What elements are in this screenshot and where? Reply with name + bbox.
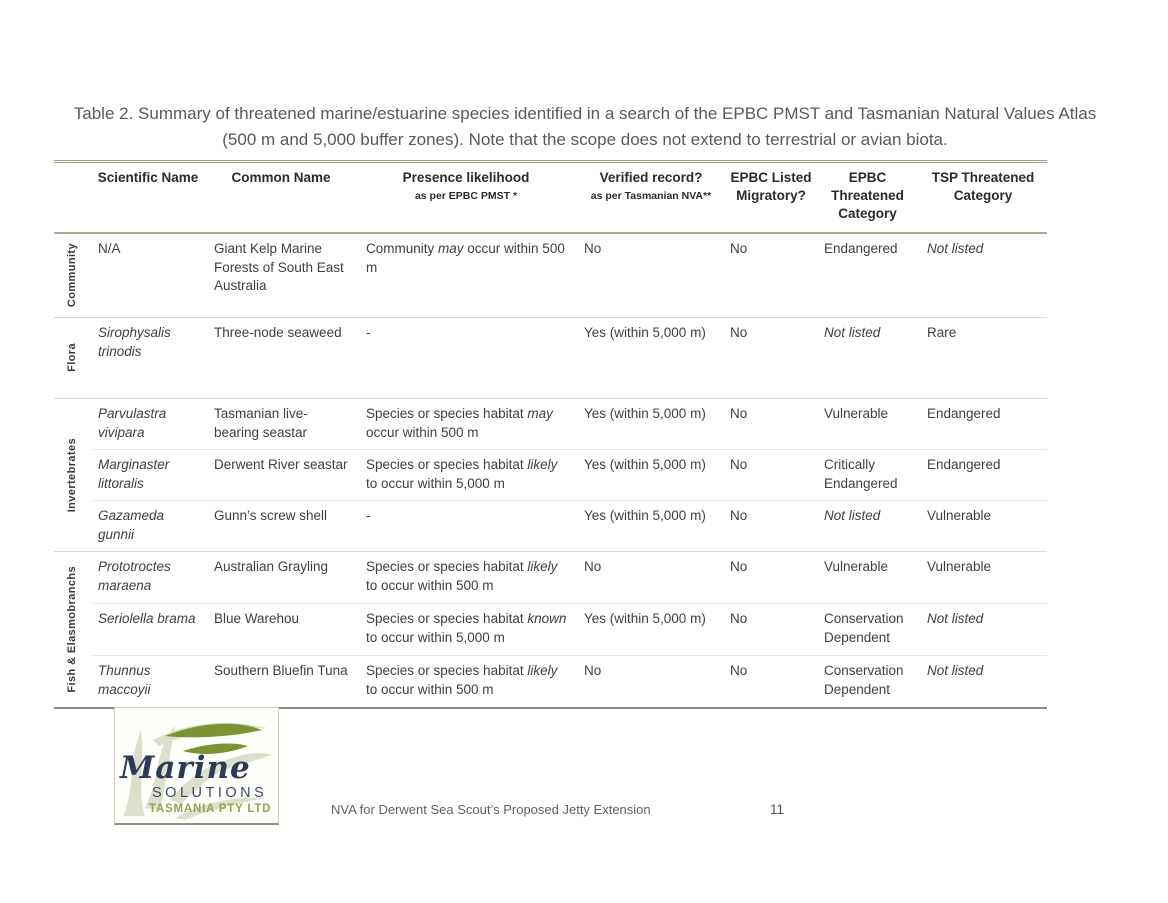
group-label: Community	[66, 243, 78, 308]
group-label-cell	[54, 552, 90, 707]
cell-common: Blue Warehou	[214, 610, 300, 626]
table-row	[90, 449, 1047, 500]
cell-presence: Community may occur within 500 m	[366, 240, 565, 275]
table-row	[90, 655, 1047, 707]
cell-epbc: Conservation Dependent	[824, 662, 904, 697]
table-caption-line2: (500 m and 5,000 buffer zones). Note that the scope does not extend to terrestrial or avian biota.	[222, 130, 948, 150]
group-rows	[90, 234, 1047, 317]
cell-scientific: N/A	[98, 240, 121, 256]
table-row	[90, 399, 1047, 449]
species-group	[54, 234, 1047, 318]
cell-epbc: Critically Endangered	[824, 456, 898, 491]
header-epbc-threatened	[816, 167, 919, 226]
cell-presence: Species or species habitat likely to occur within 500 m	[366, 558, 558, 593]
logo-wordmark: Marine	[120, 750, 251, 786]
cell-common: Tasmanian live-bearing seastar	[214, 405, 308, 440]
cell-verified: No	[584, 662, 602, 678]
header-tsp-threatened	[919, 167, 1047, 226]
group-rows	[90, 318, 1047, 398]
cell-tsp: Not listed	[927, 240, 984, 256]
cell-verified: Yes (within 5,000 m)	[584, 324, 706, 340]
cell-presence: Species or species habitat likely to occur within 5,000 m	[366, 456, 558, 491]
table-row	[90, 318, 1047, 398]
table-row	[90, 552, 1047, 603]
table-row	[90, 234, 1047, 317]
species-group	[54, 399, 1047, 552]
group-label-cell	[54, 234, 90, 317]
cell-epbc: Not listed	[824, 507, 881, 523]
cell-verified: Yes (within 5,000 m)	[584, 610, 706, 626]
cell-tsp: Endangered	[927, 405, 1001, 421]
header-verified-record	[576, 167, 726, 226]
group-rows	[90, 552, 1047, 707]
group-label: Invertebrates	[66, 437, 78, 512]
cell-migratory: No	[730, 507, 748, 523]
cell-epbc: Vulnerable	[824, 405, 889, 421]
table-caption	[60, 101, 1110, 154]
cell-verified: No	[584, 240, 602, 256]
cell-scientific: Parvulastra vivipara	[98, 405, 167, 440]
group-label-cell	[54, 399, 90, 551]
cell-presence: Species or species habitat known to occur within 5,000 m	[366, 610, 567, 645]
cell-scientific: Thunnus maccoyii	[98, 662, 151, 697]
header-label: Presence likelihood	[402, 170, 530, 185]
cell-scientific: Prototroctes maraena	[98, 558, 171, 593]
cell-presence: -	[366, 324, 371, 340]
cell-verified: No	[584, 558, 602, 574]
cell-migratory: No	[730, 240, 748, 256]
cell-migratory: No	[730, 610, 748, 626]
header-presence-likelihood	[356, 167, 576, 226]
table-row	[90, 500, 1047, 551]
table-header-row	[54, 160, 1047, 234]
cell-tsp: Not listed	[927, 610, 984, 626]
cell-common: Australian Grayling	[214, 558, 329, 574]
group-label-cell	[54, 318, 90, 398]
species-group	[54, 318, 1047, 399]
marine-solutions-logo	[114, 707, 279, 825]
table-caption-line1: Table 2. Summary of threatened marine/estuarine species identified in a search of the EPBC PMST and Tasmanian Natural Values Atlas	[73, 104, 1097, 123]
cell-migratory: No	[730, 405, 748, 421]
footer-document-title: NVA for Derwent Sea Scout’s Proposed Jetty Extension	[331, 802, 651, 817]
cell-scientific: Sirophysalis trinodis	[98, 324, 171, 359]
header-scientific-name	[90, 167, 206, 226]
cell-migratory: No	[730, 456, 748, 472]
cell-tsp: Not listed	[927, 662, 984, 678]
header-label: EPBC Threatened Category	[831, 170, 904, 222]
cell-migratory: No	[730, 662, 748, 678]
cell-tsp: Endangered	[927, 456, 1001, 472]
cell-scientific: Marginaster littoralis	[98, 456, 170, 491]
header-group-spacer	[54, 167, 90, 226]
cell-verified: Yes (within 5,000 m)	[584, 405, 706, 421]
header-sublabel: as per EPBC PMST *	[414, 190, 518, 203]
cell-common: Southern Bluefin Tuna	[214, 662, 348, 678]
header-sublabel: as per Tasmanian NVA**	[590, 190, 712, 203]
cell-migratory: No	[730, 558, 748, 574]
cell-epbc: Not listed	[824, 324, 881, 340]
header-label: Common Name	[231, 170, 331, 185]
cell-epbc: Conservation Dependent	[824, 610, 904, 645]
logo-tasmania-text: TASMANIA PTY LTD	[149, 803, 272, 815]
cell-verified: Yes (within 5,000 m)	[584, 456, 706, 472]
group-label: Flora	[66, 343, 78, 373]
cell-epbc: Endangered	[824, 240, 898, 256]
table-body	[54, 234, 1047, 709]
table-row	[90, 603, 1047, 655]
cell-tsp: Vulnerable	[927, 558, 992, 574]
cell-common: Three-node seaweed	[214, 324, 342, 340]
header-label: Verified record?	[599, 170, 703, 185]
cell-epbc: Vulnerable	[824, 558, 889, 574]
group-rows	[90, 399, 1047, 551]
cell-scientific: Seriolella brama	[98, 610, 196, 626]
logo-solutions-text: SOLUTIONS	[152, 785, 268, 801]
header-label: Scientific Name	[97, 170, 199, 185]
header-epbc-migratory	[726, 167, 816, 226]
cell-common: Derwent River seastar	[214, 456, 348, 472]
cell-common: Gunn’s screw shell	[214, 507, 328, 523]
cell-presence: Species or species habitat likely to occur within 500 m	[366, 662, 558, 697]
species-group	[54, 552, 1047, 707]
species-table	[54, 160, 1047, 709]
group-label: Fish & Elasmobranchs	[66, 565, 78, 693]
header-label: EPBC Listed Migratory?	[730, 170, 812, 204]
cell-tsp: Rare	[927, 324, 957, 340]
cell-tsp: Vulnerable	[927, 507, 992, 523]
cell-presence: -	[366, 507, 371, 523]
header-label: TSP Threatened Category	[931, 170, 1035, 204]
cell-migratory: No	[730, 324, 748, 340]
cell-common: Giant Kelp Marine Forests of South East Australia	[214, 240, 344, 294]
cell-scientific: Gazameda gunnii	[98, 507, 165, 542]
cell-verified: Yes (within 5,000 m)	[584, 507, 706, 523]
page-number: 11	[770, 802, 785, 817]
header-common-name	[206, 167, 356, 226]
cell-presence: Species or species habitat may occur within 500 m	[366, 405, 553, 440]
